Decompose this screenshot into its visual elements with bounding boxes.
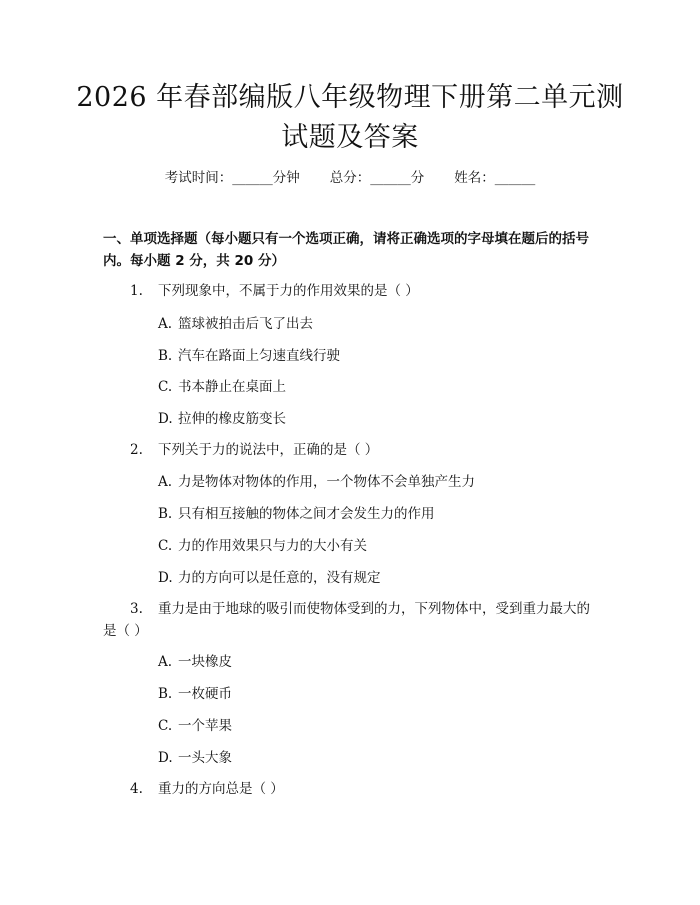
question-2-option-c [158,536,367,556]
option-text: 拉伸的橡皮筋变长 [178,411,286,427]
option-text: 汽车在路面上匀速直线行驶 [178,348,340,364]
option-label: C. [158,538,173,554]
title-line-1: 2026 年春部编版八年级物理下册第二单元测 [76,82,624,113]
exam-time-field: 考试时间：______分钟 [164,170,300,186]
option-text: 一块橡皮 [178,654,232,670]
question-text: 下列现象中，不属于力的作用效果的是（ ） [158,283,419,299]
question-text: 重力是由于地球的吸引而使物体受到的力，下列物体中，受到重力最大的是（ ） [103,601,590,639]
document-title [60,78,640,158]
question-3-option-b [158,684,232,704]
question-text: 下列关于力的说法中，正确的是（ ） [158,442,379,458]
question-1 [103,280,603,302]
option-label: C. [158,718,173,734]
question-number: 1. [130,283,143,299]
question-4 [103,778,603,800]
option-text: 一枚硬币 [178,686,232,702]
option-text: 一个苹果 [178,718,232,734]
option-label: A. [158,316,173,332]
option-text: 一头大象 [178,750,232,766]
option-text: 只有相互接触的物体之间才会发生力的作用 [178,506,435,522]
title-line-2: 试题及答案 [281,122,419,153]
section-heading: 一、单项选择题（每小题只有一个选项正确，请将正确选项的字母填在题后的括号内。每小题 2 分，共 20 分） [103,231,589,269]
exam-meta [0,168,700,188]
option-text: 篮球被拍击后飞了出去 [178,316,313,332]
question-1-option-c [158,377,286,397]
total-score-field: 总分：______分 [329,170,425,186]
question-text: 重力的方向总是（ ） [158,781,284,797]
option-text: 书本静止在桌面上 [178,379,286,395]
question-1-option-b [158,346,340,366]
question-2-option-a [158,472,475,492]
question-2-option-b [158,504,435,524]
question-2-option-d [158,568,381,588]
question-number: 2. [130,442,143,458]
student-name-field: 姓名：______ [454,170,536,186]
option-label: A. [158,654,173,670]
option-text: 力是物体对物体的作用，一个物体不会单独产生力 [178,474,475,490]
option-label: D. [158,570,173,586]
question-2 [103,439,603,461]
question-number: 3. [130,601,143,617]
question-3-option-a [158,652,232,672]
option-label: B. [158,686,173,702]
option-label: D. [158,750,173,766]
question-3-option-d [158,748,232,768]
option-label: A. [158,474,173,490]
option-label: D. [158,411,173,427]
question-1-option-a [158,314,313,334]
option-label: B. [158,348,173,364]
option-text: 力的方向可以是任意的，没有规定 [178,570,381,586]
question-3 [103,598,603,642]
question-1-option-d [158,409,286,429]
option-label: C. [158,379,173,395]
question-number: 4. [130,781,143,797]
question-3-option-c [158,716,232,736]
option-label: B. [158,506,173,522]
option-text: 力的作用效果只与力的大小有关 [178,538,367,554]
